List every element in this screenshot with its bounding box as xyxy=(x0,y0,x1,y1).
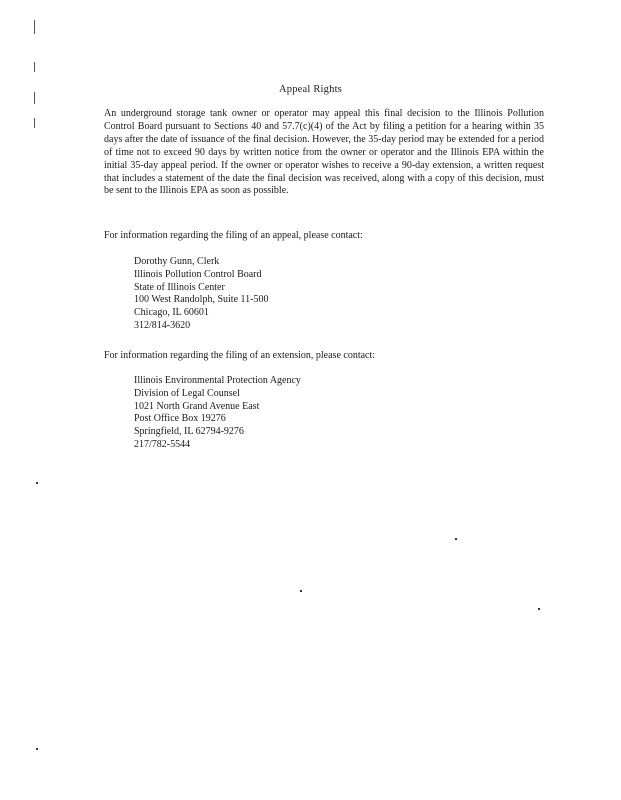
address-line: Illinois Pollution Control Board xyxy=(134,268,262,280)
address-line: Chicago, IL 60601 xyxy=(134,307,209,319)
address-line: State of Illinois Center xyxy=(134,281,225,293)
address-line: 1021 North Grand Avenue East xyxy=(134,400,260,412)
address-line: Dorothy Gunn, Clerk xyxy=(134,256,220,267)
board-address-block xyxy=(134,256,268,333)
address-line: 100 West Randolph, Suite 11-500 xyxy=(134,294,269,306)
address-line: Division of Legal Counsel xyxy=(134,387,240,399)
address-line: Illinois Environmental Protection Agency xyxy=(134,375,301,386)
appeal-contact-intro: For information regarding the filing of an appeal, please contact: xyxy=(104,230,363,241)
extension-contact-intro: For information regarding the filing of an extension, please contact: xyxy=(104,350,376,361)
scan-speck xyxy=(455,538,457,540)
scan-speck xyxy=(36,748,38,750)
address-line: Springfield, IL 62794-9276 xyxy=(134,426,244,438)
epa-address-block xyxy=(134,375,301,452)
scan-speck xyxy=(36,482,38,484)
document-title: Appeal Rights xyxy=(279,84,342,95)
address-line: Post Office Box 19276 xyxy=(134,413,226,425)
scan-edge-mark xyxy=(34,118,35,128)
scan-speck xyxy=(538,608,540,610)
appeal-rights-paragraph: An underground storage tank owner or operator may appeal this final decision to the Illinois Pollution Control Board pursuant to Sections 40 and 57.7(c)(4) of the Act by filing a petition for a hearing within 35 days after the date of issuance of the final decision. However, the 35-day period may be extended for a period of time not to exceed 90 days by written notice from the owner or operator and the Illinois EPA within the initial 35-day appeal period. If the owner or operator wishes to receive a 90-day extension, a written request that includes a statement of the date the final decision was received, along with a copy of this decision, must be sent to the Illinois EPA as soon as possible. xyxy=(104,108,544,197)
address-line: 217/782-5544 xyxy=(134,438,191,450)
scan-speck xyxy=(300,590,302,592)
address-line: 312/814-3620 xyxy=(134,319,191,331)
scan-edge-mark xyxy=(34,62,35,72)
scan-edge-mark xyxy=(34,20,35,34)
